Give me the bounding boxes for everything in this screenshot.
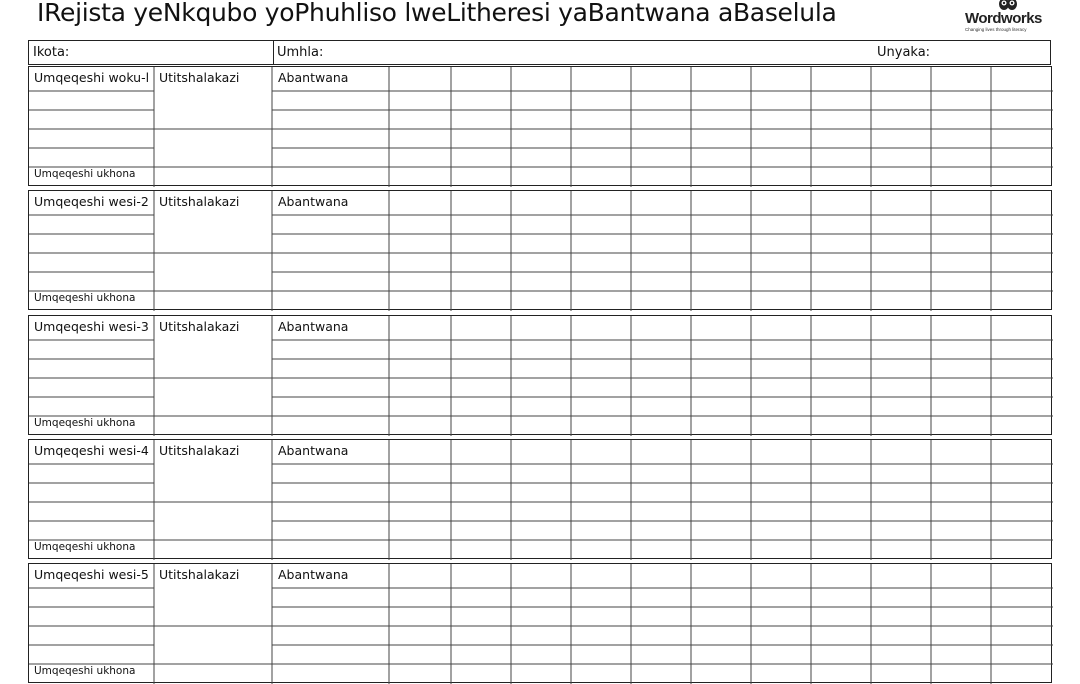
- block-grid: [29, 316, 1053, 436]
- logo-tagline: Changing lives through literacy: [965, 27, 1027, 32]
- principal-label: Utitshalakazi: [159, 194, 240, 209]
- principal-label: Utitshalakazi: [159, 567, 240, 582]
- teacher-label: Umqeqeshi wesi-2: [34, 194, 149, 209]
- current-teacher-label: Umqeqeshi ukhona: [34, 665, 136, 677]
- block-grid: [29, 440, 1053, 560]
- date-label: Umhla:: [277, 45, 324, 60]
- children-label: Abantwana: [278, 194, 349, 209]
- teacher-label: Umqeqeshi wesi-3: [34, 319, 149, 334]
- logo-wordmark: Wordworks: [965, 10, 1042, 27]
- year-label: Unyaka:: [877, 45, 931, 60]
- register-header-row: [28, 40, 1051, 65]
- block-grid: [29, 564, 1053, 684]
- teacher-block: [28, 439, 1052, 559]
- current-teacher-label: Umqeqeshi ukhona: [34, 168, 136, 180]
- teacher-label: Umqeqeshi wesi-5: [34, 567, 149, 582]
- school-label: Ikota:: [33, 45, 70, 60]
- principal-label: Utitshalakazi: [159, 70, 240, 85]
- block-grid: [29, 191, 1053, 311]
- block-grid: [29, 67, 1053, 187]
- children-label: Abantwana: [278, 443, 349, 458]
- children-label: Abantwana: [278, 319, 349, 334]
- teacher-block: [28, 190, 1052, 310]
- current-teacher-label: Umqeqeshi ukhona: [34, 541, 136, 553]
- children-label: Abantwana: [278, 567, 349, 582]
- principal-label: Utitshalakazi: [159, 443, 240, 458]
- page-title: IRejista yeNkqubo yoPhuhliso lweLitheresi yaBantwana aBaselula: [37, 0, 837, 27]
- current-teacher-label: Umqeqeshi ukhona: [34, 292, 136, 304]
- teacher-block: [28, 66, 1052, 186]
- wordworks-logo: [962, 0, 1050, 38]
- teacher-block: [28, 563, 1052, 683]
- current-teacher-label: Umqeqeshi ukhona: [34, 417, 136, 429]
- teacher-label: Umqeqeshi woku-l: [34, 70, 150, 85]
- teacher-label: Umqeqeshi wesi-4: [34, 443, 149, 458]
- principal-label: Utitshalakazi: [159, 319, 240, 334]
- header-divider: [273, 41, 274, 64]
- children-label: Abantwana: [278, 70, 349, 85]
- teacher-block: [28, 315, 1052, 435]
